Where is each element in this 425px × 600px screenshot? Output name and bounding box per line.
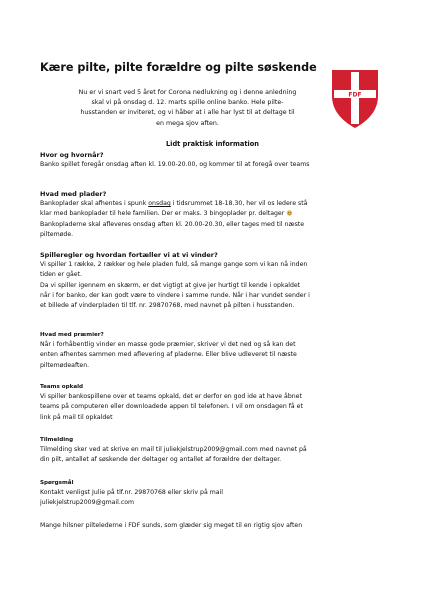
logo-text: FDF (348, 91, 362, 99)
section-title: Hvad med præmier? (40, 332, 104, 338)
fdf-logo (326, 66, 384, 130)
section-teams: Teams opkald Vi spiller bankospillene over et teams opkald, det er derfor en god ide at have åbnet teams på computeren eller downloadede appen til telefonen. I vil om onsdagen få et link på mail til opkaldet (40, 382, 388, 423)
section-hvor: Hvor og hvornår? Banko spillet foregår onsdag aften kl. 19.00-20.00, og kommer til at foregå over teams (40, 150, 388, 170)
section-title: Spilleregler og hvordan fortæller vi at vi vinder? (40, 251, 218, 259)
section-regler: Spilleregler og hvordan fortæller vi at vi vinder? Vi spiller 1 række, 2 rækker og hele pladen fuld, så mange gange som vi kan nå inden tiden er gået. Da vi spiller igennem en skærm, er det vigtigt at give jer hurtigt til kende i opkaldet når i for banko, der kan godt være to vindere i samme runde. Når i har vundet sender i et billede af vinderpladen til tlf. nr. 29870768, med navnet på pilten i husstanden. (40, 250, 388, 311)
section-title: Spørgsmål (40, 480, 74, 486)
intro-text: Nu er vi snart ved 5 året for Corona nedlukning og i denne anledning skal vi på onsdag d. 12. marts spille online banko. Hele pilte- husstanden er inviteret, og vi håber at i alle har lyst til at deltage til en mega sjov aften. (78, 89, 297, 127)
section-praemier: Hvad med præmier? Når i forhåbentlig vinder en masse gode præmier, skriver vi det ned og så kan det enten afhentes sammen med aflevering af pladerne. Eller blive udleveret til næste piltemødeaften. (40, 330, 388, 371)
section-tilmelding: Tilmelding Tilmelding sker ved at skrive en mail til juliekjelstrup2009@gmail.com med navnet på din pilt, antallet af søskende der deltager og antallet af forældre der deltager. (40, 435, 388, 466)
section-title: Hvad med plader? (40, 190, 107, 198)
closing-text: Mange hilsner piltelederne i FDF sunds, som glæder sig meget til en rigtig sjov aften (40, 522, 303, 529)
section-title: Hvor og hvornår? (40, 151, 104, 159)
section-spoergsmaal: Spørgsmål Kontakt venligst Julie på tlf.nr. 29870768 eller skriv på mail juliekjelstrup2009@gmail.com (40, 478, 388, 509)
section-title: Tilmelding (40, 437, 74, 443)
section-title: Teams opkald (40, 384, 84, 390)
section-plader: Hvad med plader? Bankoplader skal afhentes i spunk onsdag i tidsrummet 18-18.30, her vil os ledere stå klar med bankoplader til hele familien. Der er maks. 3 bingoplader pr. deltager Bankopladerne skal afleveres onsdag aften kl. 20.00-20.30, eller tages med til næste piltemøde. (40, 189, 388, 240)
winking-face-icon (286, 210, 293, 216)
info-heading: Lidt praktisk information (165, 140, 259, 148)
page-title: Kære pilte, pilte forældre og pilte søskende (40, 61, 317, 74)
